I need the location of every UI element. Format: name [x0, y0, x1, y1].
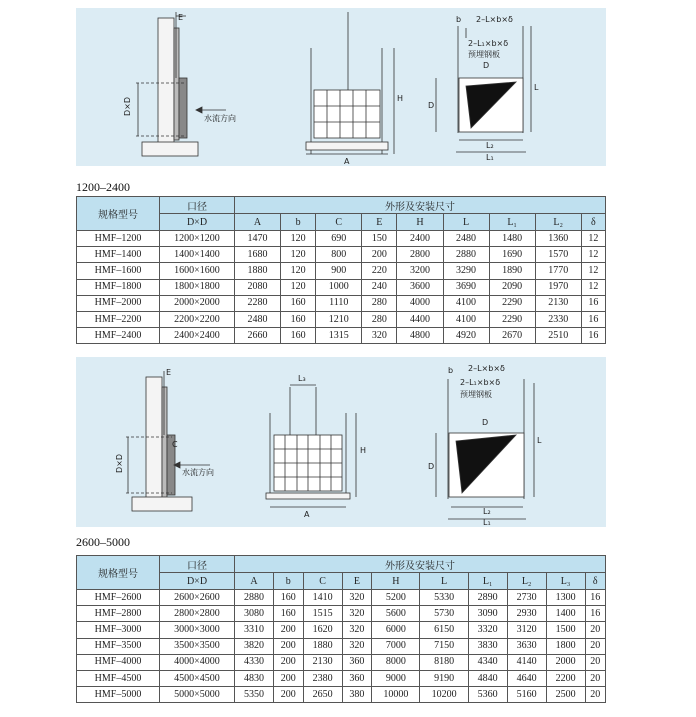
table-cell: 5330	[420, 590, 468, 606]
table-cell: 4000×4000	[160, 654, 235, 670]
table-cell: 4800	[397, 328, 443, 344]
plan-label-plate: 预埋钢板	[468, 50, 500, 59]
table-cell: 1480	[489, 231, 535, 247]
table-cell: 2090	[489, 279, 535, 295]
section1-spec-table	[76, 196, 606, 344]
table-cell: 2130	[535, 295, 581, 311]
table-cell: 1890	[489, 263, 535, 279]
table-cell: 7150	[420, 638, 468, 654]
table-cell: 1515	[303, 606, 342, 622]
table-cell: 4830	[235, 670, 274, 686]
table-cell: 160	[281, 328, 316, 344]
plan-view-diagram	[436, 379, 534, 519]
plan-label-d2: D	[428, 462, 435, 471]
table-cell: 320	[342, 606, 372, 622]
table-row	[77, 279, 606, 295]
section2-title: 2600–5000	[76, 535, 130, 549]
table-row	[77, 231, 606, 247]
table-cell: 9000	[372, 670, 420, 686]
section2-spec-table	[76, 555, 606, 703]
table-cell: 2380	[303, 670, 342, 686]
table-cell: 800	[316, 247, 362, 263]
front-label-h: H	[360, 446, 367, 455]
table-cell: 8180	[420, 654, 468, 670]
column-header: L	[443, 214, 489, 231]
table-cell: 6000	[372, 622, 420, 638]
table-cell: 3600	[397, 279, 443, 295]
table-cell: 4330	[235, 654, 274, 670]
table-cell: 1000	[316, 279, 362, 295]
table-row	[77, 295, 606, 311]
section2-diagrams	[76, 357, 606, 527]
table-cell: 1400	[546, 606, 585, 622]
section2-diagram-panel	[76, 357, 606, 527]
table-cell: 120	[281, 247, 316, 263]
table-cell: 4400	[397, 311, 443, 327]
table-cell: 1210	[316, 311, 362, 327]
column-header: δ	[585, 573, 605, 590]
table-cell: 5360	[468, 687, 507, 703]
table-cell: 3310	[235, 622, 274, 638]
table-cell: HMF–2400	[77, 328, 160, 344]
table-row	[77, 670, 606, 686]
table-cell: 3290	[443, 263, 489, 279]
table-cell: 5160	[507, 687, 546, 703]
table-cell: 12	[581, 279, 605, 295]
table-cell: 16	[581, 311, 605, 327]
table-cell: 2600×2600	[160, 590, 235, 606]
plan-label-d2: D	[428, 101, 435, 110]
table-cell: HMF–5000	[77, 687, 160, 703]
table-row	[77, 311, 606, 327]
bore-sub-header: D×D	[160, 214, 235, 231]
table-cell: 2290	[489, 295, 535, 311]
front-label-a: A	[304, 510, 310, 519]
table-cell: 4140	[507, 654, 546, 670]
plan-label-plate: 预埋钢板	[460, 390, 492, 399]
table-cell: 150	[362, 231, 397, 247]
table-cell: 3080	[235, 606, 274, 622]
table-cell: 4100	[443, 311, 489, 327]
table-row	[77, 263, 606, 279]
table-cell: 3830	[468, 638, 507, 654]
table-cell: 20	[585, 654, 605, 670]
column-header: L₁	[468, 573, 507, 590]
table-cell: 1880	[303, 638, 342, 654]
column-header: L₃	[546, 573, 585, 590]
front-label-h: H	[397, 94, 404, 103]
column-header: δ	[581, 214, 605, 231]
table-cell: 1800×1800	[160, 279, 235, 295]
table-cell: 5350	[235, 687, 274, 703]
bore-header: 口径	[160, 197, 235, 214]
table-cell: 160	[281, 311, 316, 327]
plan-label-b: b	[448, 366, 454, 375]
dims-header: 外形及安装尺寸	[235, 556, 606, 573]
plan-label-l2: L₂	[483, 507, 491, 516]
side-label-c: C	[172, 440, 178, 449]
side-label-dxd: D×D	[115, 453, 124, 473]
table-cell: 1690	[489, 247, 535, 263]
table-cell: 2890	[468, 590, 507, 606]
column-header: L	[420, 573, 468, 590]
table-cell: 2200×2200	[160, 311, 235, 327]
table-cell: 320	[342, 638, 372, 654]
table-cell: 380	[342, 687, 372, 703]
plan-label-bolt2: 2–L₁×b×δ	[460, 378, 501, 387]
table-cell: 3690	[443, 279, 489, 295]
table-cell: 1400×1400	[160, 247, 235, 263]
column-header: H	[397, 214, 443, 231]
table-cell: 280	[362, 311, 397, 327]
table-cell: 160	[273, 606, 303, 622]
table-cell: 320	[342, 590, 372, 606]
table-cell: HMF–2200	[77, 311, 160, 327]
table-cell: 2650	[303, 687, 342, 703]
section1-diagrams	[76, 8, 606, 166]
table-cell: 200	[273, 638, 303, 654]
table-cell: 2400×2400	[160, 328, 235, 344]
table-cell: 10000	[372, 687, 420, 703]
table-cell: HMF–3000	[77, 622, 160, 638]
table-cell: 360	[342, 654, 372, 670]
table-cell: 8000	[372, 654, 420, 670]
column-header: L₁	[489, 214, 535, 231]
column-header: b	[281, 214, 316, 231]
column-header: L₂	[535, 214, 581, 231]
table-cell: 3320	[468, 622, 507, 638]
side-view-diagram	[126, 371, 210, 511]
table-cell: 4000	[397, 295, 443, 311]
table-cell: 2670	[489, 328, 535, 344]
table-cell: 4340	[468, 654, 507, 670]
table-row	[77, 328, 606, 344]
table-row	[77, 606, 606, 622]
table-cell: 200	[362, 247, 397, 263]
table-cell: 2800×2800	[160, 606, 235, 622]
table-cell: 20	[585, 638, 605, 654]
table-cell: 20	[585, 670, 605, 686]
dims-header: 外形及安装尺寸	[235, 197, 606, 214]
table-cell: HMF–1600	[77, 263, 160, 279]
plan-label-l1: L₁	[483, 518, 491, 527]
front-view-diagram	[266, 385, 356, 507]
table-cell: 1410	[303, 590, 342, 606]
table-cell: 2880	[443, 247, 489, 263]
table-cell: 12	[581, 231, 605, 247]
column-header: A	[235, 573, 274, 590]
table-cell: 5200	[372, 590, 420, 606]
table-cell: 160	[273, 590, 303, 606]
table-cell: 360	[342, 670, 372, 686]
front-view-diagram	[306, 12, 394, 154]
table-cell: 200	[273, 622, 303, 638]
table-cell: HMF–3500	[77, 638, 160, 654]
column-header: b	[273, 573, 303, 590]
column-header: E	[362, 214, 397, 231]
table-cell: 240	[362, 279, 397, 295]
table-cell: 4640	[507, 670, 546, 686]
table-cell: 120	[281, 279, 316, 295]
table-cell: 5000×5000	[160, 687, 235, 703]
table-cell: 2330	[535, 311, 581, 327]
table-cell: 3820	[235, 638, 274, 654]
side-label-flow: 水流方向	[182, 468, 214, 477]
table-cell: 2510	[535, 328, 581, 344]
table-cell: 1200×1200	[160, 231, 235, 247]
table-cell: 1360	[535, 231, 581, 247]
side-label-flow: 水流方向	[204, 114, 236, 123]
table-cell: 2660	[235, 328, 281, 344]
table-cell: 1620	[303, 622, 342, 638]
table-cell: 2000	[546, 654, 585, 670]
table-cell: 1770	[535, 263, 581, 279]
table-cell: 120	[281, 263, 316, 279]
table-cell: 3090	[468, 606, 507, 622]
table-cell: 2400	[397, 231, 443, 247]
side-label-dxd: D×D	[123, 96, 132, 116]
table-cell: 2000×2000	[160, 295, 235, 311]
front-label-l3: L₃	[298, 374, 306, 383]
table-row	[77, 247, 606, 263]
table-cell: 320	[342, 622, 372, 638]
table-row	[77, 654, 606, 670]
table-cell: 16	[585, 606, 605, 622]
table-cell: 2290	[489, 311, 535, 327]
table-cell: 1500	[546, 622, 585, 638]
table-cell: 12	[581, 263, 605, 279]
table-cell: 2130	[303, 654, 342, 670]
table-cell: 10200	[420, 687, 468, 703]
table-cell: HMF–4000	[77, 654, 160, 670]
table-cell: 3630	[507, 638, 546, 654]
table-cell: 1800	[546, 638, 585, 654]
table-cell: 7000	[372, 638, 420, 654]
table-cell: 2280	[235, 295, 281, 311]
table-cell: 1970	[535, 279, 581, 295]
column-header: C	[303, 573, 342, 590]
table-cell: 220	[362, 263, 397, 279]
table-cell: 2880	[235, 590, 274, 606]
table-cell: 4500×4500	[160, 670, 235, 686]
table-cell: 2480	[235, 311, 281, 327]
table-cell: 9190	[420, 670, 468, 686]
table-cell: 1680	[235, 247, 281, 263]
section1-title: 1200–2400	[76, 180, 130, 194]
table-cell: 4840	[468, 670, 507, 686]
bore-header: 口径	[160, 556, 235, 573]
side-label-e: E	[178, 13, 184, 22]
table-cell: 2480	[443, 231, 489, 247]
column-header: H	[372, 573, 420, 590]
column-header: L₂	[507, 573, 546, 590]
table-cell: 2930	[507, 606, 546, 622]
table-cell: 5600	[372, 606, 420, 622]
side-label-e: E	[166, 368, 172, 377]
table-cell: HMF–1200	[77, 231, 160, 247]
table-row	[77, 590, 606, 606]
table-cell: 2800	[397, 247, 443, 263]
column-header: C	[316, 214, 362, 231]
table-cell: 20	[585, 687, 605, 703]
plan-label-bolt2: 2–L₁×b×δ	[468, 39, 509, 48]
table-cell: 16	[585, 590, 605, 606]
table-cell: 4920	[443, 328, 489, 344]
table-row	[77, 638, 606, 654]
table-cell: 16	[581, 328, 605, 344]
plan-label-l: L	[537, 436, 542, 445]
table-cell: 3000×3000	[160, 622, 235, 638]
table-cell: 6150	[420, 622, 468, 638]
model-header: 规格型号	[77, 556, 160, 590]
table-cell: 1110	[316, 295, 362, 311]
model-header: 规格型号	[77, 197, 160, 231]
table-cell: HMF–4500	[77, 670, 160, 686]
table-cell: 2080	[235, 279, 281, 295]
table-cell: 5730	[420, 606, 468, 622]
table-cell: 200	[273, 654, 303, 670]
table-cell: HMF–2600	[77, 590, 160, 606]
table-cell: HMF–1400	[77, 247, 160, 263]
table-cell: 200	[273, 687, 303, 703]
plan-label-l: L	[534, 83, 539, 92]
column-header: A	[235, 214, 281, 231]
table-cell: 160	[281, 295, 316, 311]
table-cell: HMF–2000	[77, 295, 160, 311]
table-cell: 16	[581, 295, 605, 311]
plan-label-l2: L₂	[486, 141, 494, 150]
table-cell: 12	[581, 247, 605, 263]
section1-diagram-panel	[76, 8, 606, 166]
plan-label-bolt1: 2–L×b×δ	[476, 15, 513, 24]
column-header: E	[342, 573, 372, 590]
plan-label-bolt1: 2–L×b×δ	[468, 364, 505, 373]
table-cell: 2200	[546, 670, 585, 686]
table-cell: 690	[316, 231, 362, 247]
plan-label-d1: D	[483, 61, 490, 70]
table-cell: 320	[362, 328, 397, 344]
table-cell: 200	[273, 670, 303, 686]
table-cell: 3120	[507, 622, 546, 638]
table-row	[77, 622, 606, 638]
table-cell: HMF–2800	[77, 606, 160, 622]
table-cell: 120	[281, 231, 316, 247]
table-cell: 20	[585, 622, 605, 638]
table-cell: 280	[362, 295, 397, 311]
table-cell: 1570	[535, 247, 581, 263]
table-cell: 1300	[546, 590, 585, 606]
table-cell: 1470	[235, 231, 281, 247]
table-cell: 2730	[507, 590, 546, 606]
plan-label-b: b	[456, 15, 462, 24]
table-cell: 4100	[443, 295, 489, 311]
table-cell: 1880	[235, 263, 281, 279]
table-row	[77, 687, 606, 703]
plan-label-d1: D	[482, 418, 489, 427]
bore-sub-header: D×D	[160, 573, 235, 590]
table-cell: HMF–1800	[77, 279, 160, 295]
table-cell: 900	[316, 263, 362, 279]
front-label-a: A	[344, 157, 350, 166]
table-cell: 3200	[397, 263, 443, 279]
side-view-diagram	[136, 12, 226, 156]
table-cell: 3500×3500	[160, 638, 235, 654]
table-cell: 1315	[316, 328, 362, 344]
table-cell: 2500	[546, 687, 585, 703]
plan-label-l1: L₁	[486, 153, 494, 162]
table-cell: 1600×1600	[160, 263, 235, 279]
